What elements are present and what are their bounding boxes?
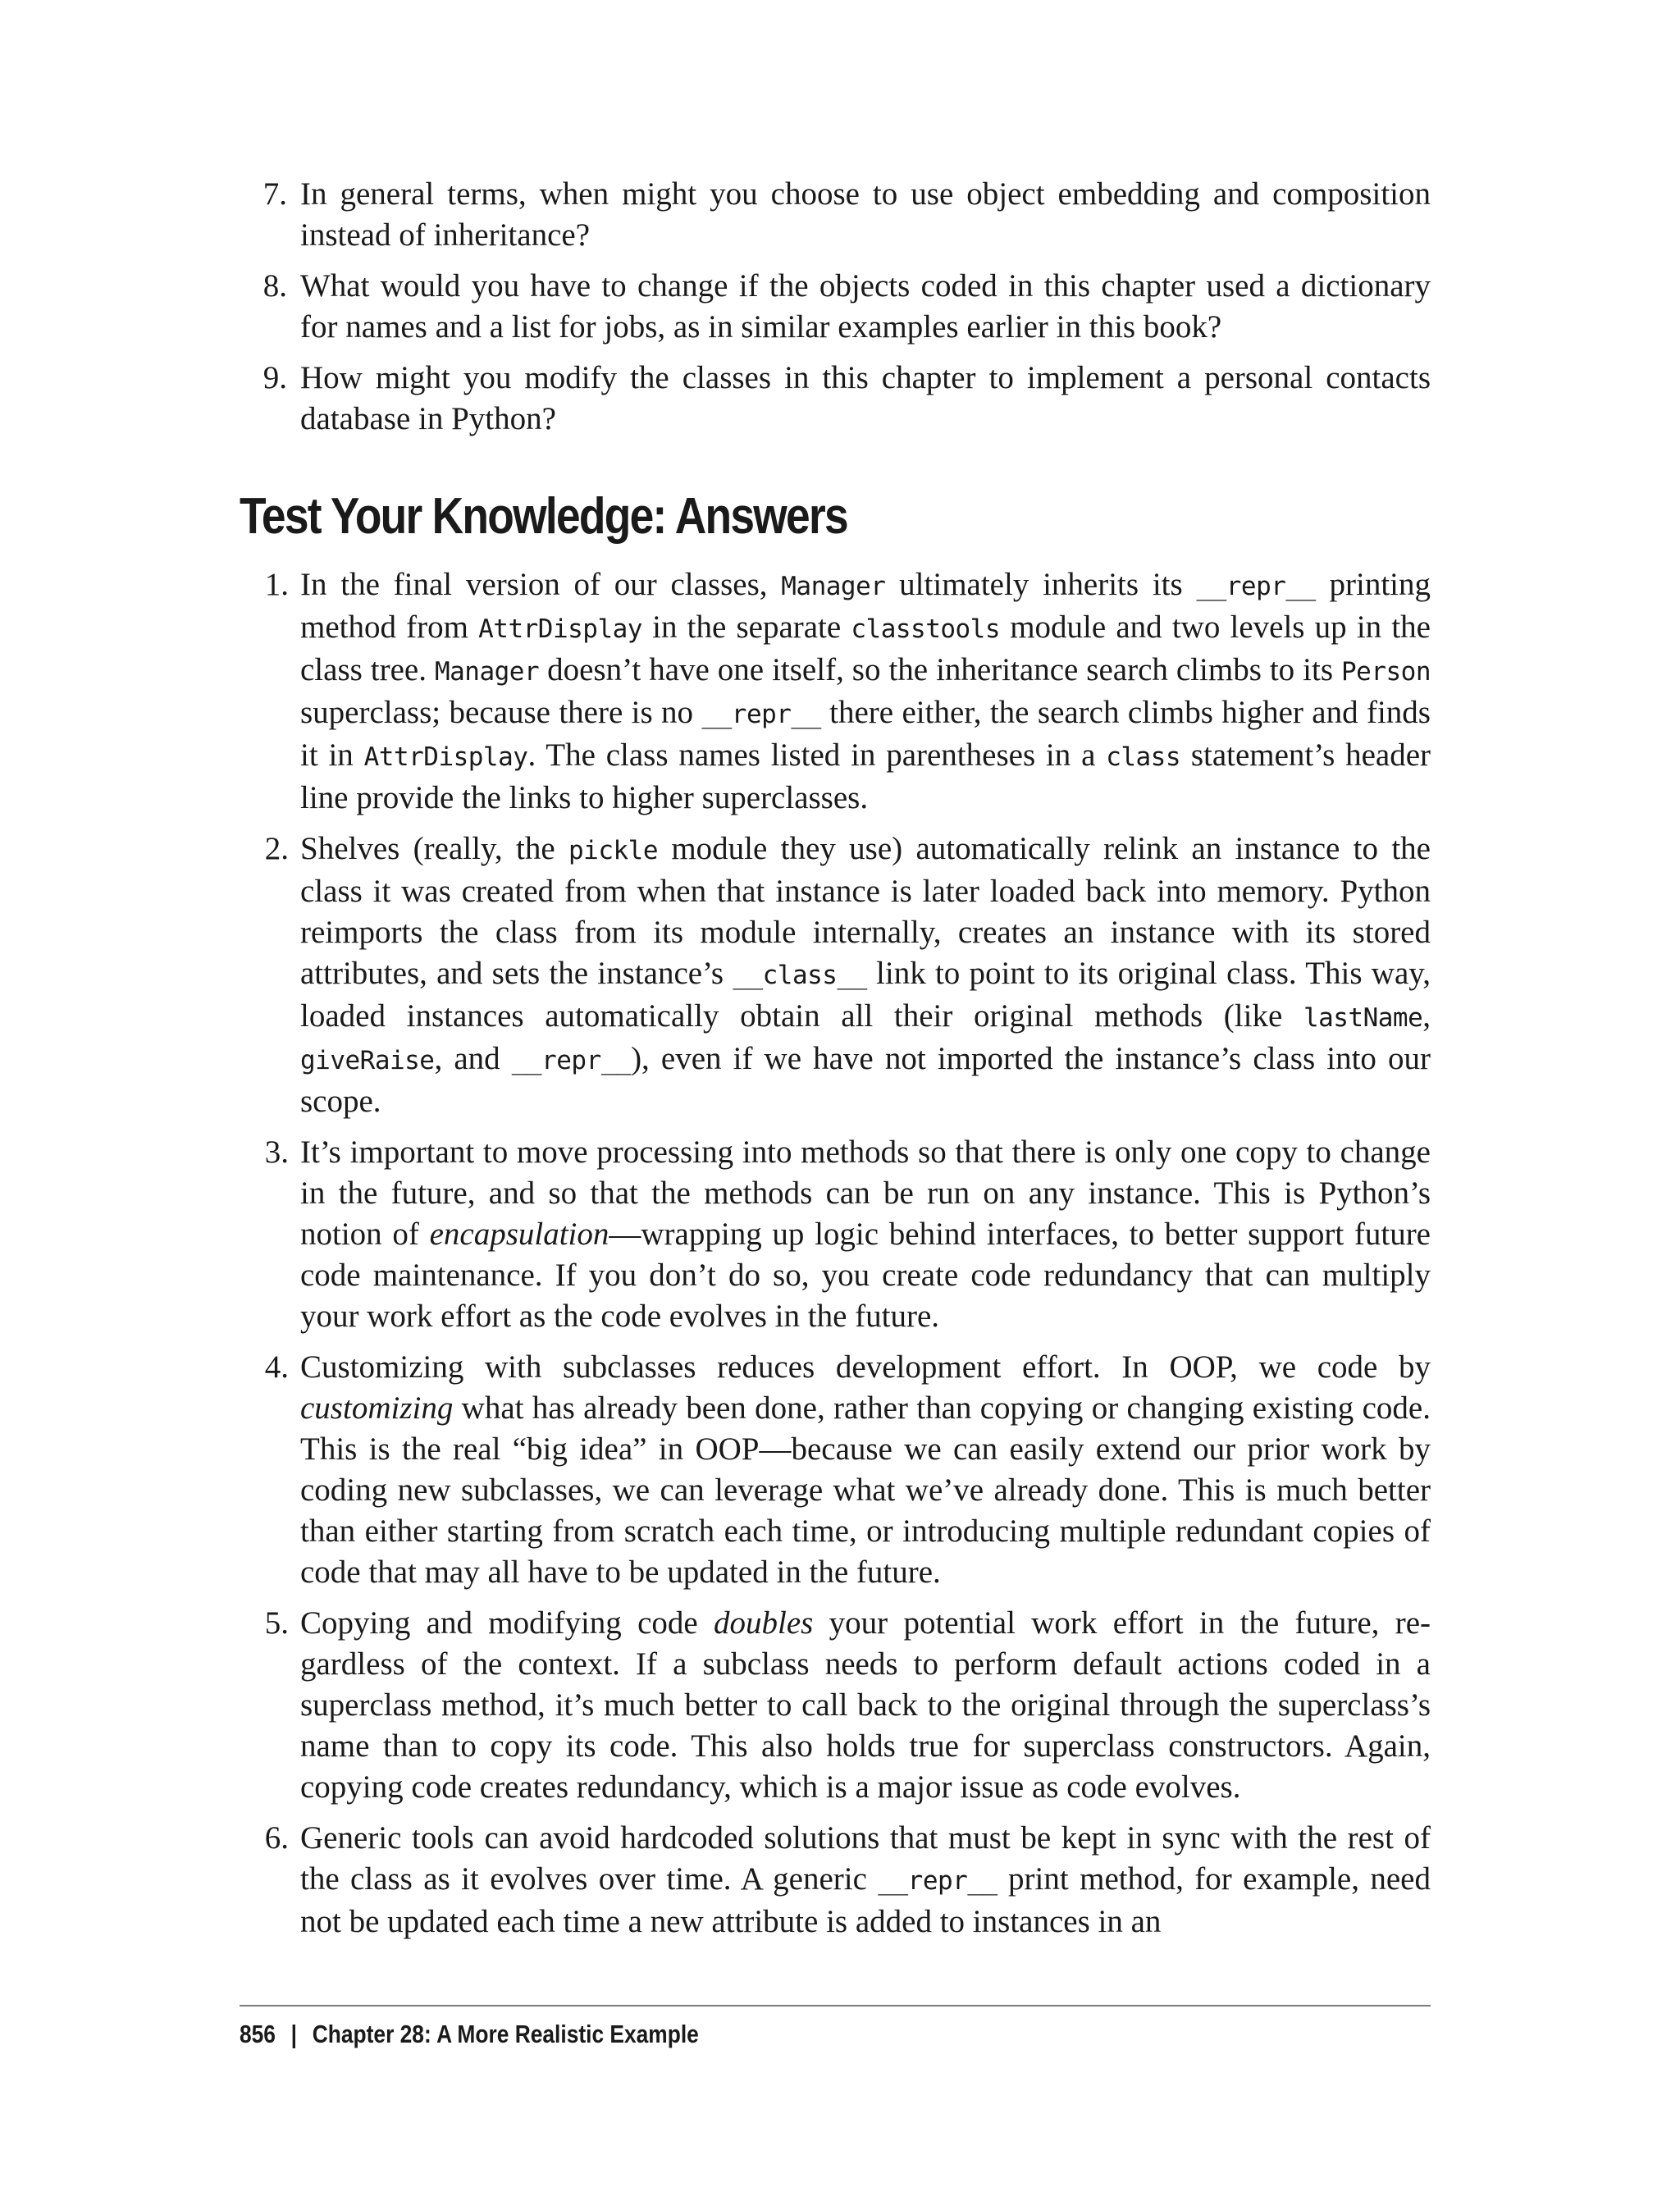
item-number: 9. bbox=[262, 360, 287, 395]
chapter-title: Chapter 28: A More Realistic Example bbox=[312, 2020, 699, 2048]
text-run: module and two levels up in the class tree. bbox=[300, 609, 1431, 687]
text-run: ultimately inherits its bbox=[885, 567, 1197, 602]
text-run: in the separate bbox=[641, 609, 851, 645]
text-run: In the final version of our classes, bbox=[300, 567, 782, 602]
text-run: Customizing with subclasses reduces development effort. In OOP, we code by bbox=[300, 1349, 1431, 1385]
text-run: In general terms, when might you choose to use object embedding and composition instead of inheritance? bbox=[300, 176, 1431, 253]
inline-code: __repr__ bbox=[878, 1866, 998, 1896]
text-run: link to point to its original class. This way, loaded instances automatically obtain all their original methods (like bbox=[300, 956, 1431, 1034]
questions-list bbox=[240, 174, 1431, 440]
text-run: ), even if we have not imported the instance’s class into our scope. bbox=[300, 1041, 1431, 1119]
answer-item bbox=[240, 564, 1431, 819]
emphasis-text: encapsulation bbox=[429, 1217, 609, 1252]
inline-code: Person bbox=[1341, 657, 1431, 687]
text-run: Generic tools can avoid hardcoded solutions that must be kept in sync with the rest of the class as it evolves over time. A generic bbox=[300, 1820, 1431, 1897]
inline-code: lastName bbox=[1303, 1003, 1423, 1033]
item-number: 7. bbox=[262, 176, 287, 212]
text-run: your potential work effort in the future, regardless of the context. If a subclass needs to perform default actions coded in a superclass method, it’s much better to call back to the original through the superclass’s name than to copy its code. This also holds true for superclass constructors. Again, copying code creates redundancy, which is a major issue as code evolves. bbox=[300, 1605, 1431, 1805]
inline-code: __repr__ bbox=[511, 1046, 632, 1075]
question-item bbox=[240, 358, 1431, 440]
text-run: there either, the search climbs higher and finds it in bbox=[300, 695, 1431, 773]
text-run: superclass; because there is no bbox=[300, 695, 702, 730]
item-number: 4. bbox=[264, 1349, 289, 1385]
inline-code: giveRaise bbox=[300, 1046, 435, 1075]
text-run: print method, for example, need not be updated each time a new attribute is added to instances in an bbox=[300, 1861, 1431, 1939]
inline-code: __repr__ bbox=[701, 700, 821, 729]
answers-list bbox=[240, 564, 1431, 1942]
item-number: 3. bbox=[264, 1134, 289, 1170]
item-number: 5. bbox=[264, 1605, 289, 1641]
emphasis-text: customizing bbox=[300, 1390, 454, 1426]
inline-code: Manager bbox=[434, 657, 540, 687]
text-run: What would you have to change if the objects coded in this chapter used a dictionary for names and a list for jobs, as in similar examples earlier in this book? bbox=[300, 268, 1431, 345]
answer-item bbox=[240, 1347, 1431, 1593]
text-run: printing method from bbox=[300, 567, 1431, 645]
text-run: —wrapping up logic behind interfaces, to better support future code maintenance. If you don’t do so, you create code redundancy that can multiply your work effort as the code evolves in the future. bbox=[300, 1217, 1431, 1334]
inline-code: classtools bbox=[851, 614, 1001, 644]
text-run: doesn’t have one itself, so the inheritance search climbs to its bbox=[539, 652, 1341, 687]
page-footer bbox=[240, 2018, 699, 2051]
item-number: 1. bbox=[264, 567, 289, 602]
text-run: How might you modify the classes in this chapter to implement a personal contacts database in Python? bbox=[300, 360, 1431, 436]
text-run: Shelves (really, the bbox=[300, 831, 568, 866]
footer-separator: | bbox=[290, 2020, 298, 2048]
inline-code: pickle bbox=[568, 836, 658, 865]
inline-code: Manager bbox=[781, 572, 886, 601]
section-title: Test Your Knowledge: Answers bbox=[240, 488, 847, 545]
item-number: 8. bbox=[262, 268, 287, 304]
inline-code: class bbox=[1106, 742, 1181, 772]
text-run: , and bbox=[434, 1041, 512, 1076]
text-run: , bbox=[1422, 998, 1431, 1034]
item-number: 2. bbox=[264, 831, 289, 866]
inline-code: AttrDisplay bbox=[478, 614, 642, 644]
page-number: 856 bbox=[240, 2020, 276, 2048]
emphasis-text: doubles bbox=[714, 1605, 814, 1641]
page-body bbox=[240, 174, 1431, 1952]
text-run: what has already been done, rather than copying or changing existing code. This is the real “big idea” in OOP—because we can easily extend our prior work by coding new subclasses, we can leverage what we’ve already done. This is much better than either starting from scratch each time, or introducing multiple redundant copies of code that may all have to be updated in the future. bbox=[300, 1390, 1431, 1590]
answer-item bbox=[240, 829, 1431, 1122]
text-run: It’s important to move processing into methods so that there is only one copy to change in the future, and so that the methods can be run on any instance. This is Python’s notion of bbox=[300, 1134, 1431, 1252]
text-run: module they use) automatically relink an instance to the class it was created from when that instance is later loaded back into memory. Python reimports the class from its module internally, creates an instance with its stored attributes, and sets the instance’s bbox=[300, 831, 1431, 991]
inline-code: AttrDisplay bbox=[363, 742, 528, 772]
text-run: statement’s header line provide the links to higher superclasses. bbox=[300, 737, 1431, 815]
footer-rule bbox=[240, 2005, 1431, 2006]
answer-item bbox=[240, 1818, 1431, 1942]
answer-item bbox=[240, 1132, 1431, 1337]
inline-code: __repr__ bbox=[1196, 572, 1316, 601]
question-item bbox=[240, 266, 1431, 348]
text-run: Copying and modifying code bbox=[300, 1605, 714, 1641]
inline-code: __class__ bbox=[733, 961, 867, 990]
answer-item bbox=[240, 1603, 1431, 1808]
text-run: . The class names listed in parentheses in a bbox=[527, 737, 1107, 773]
question-item bbox=[240, 174, 1431, 256]
item-number: 6. bbox=[264, 1820, 289, 1856]
